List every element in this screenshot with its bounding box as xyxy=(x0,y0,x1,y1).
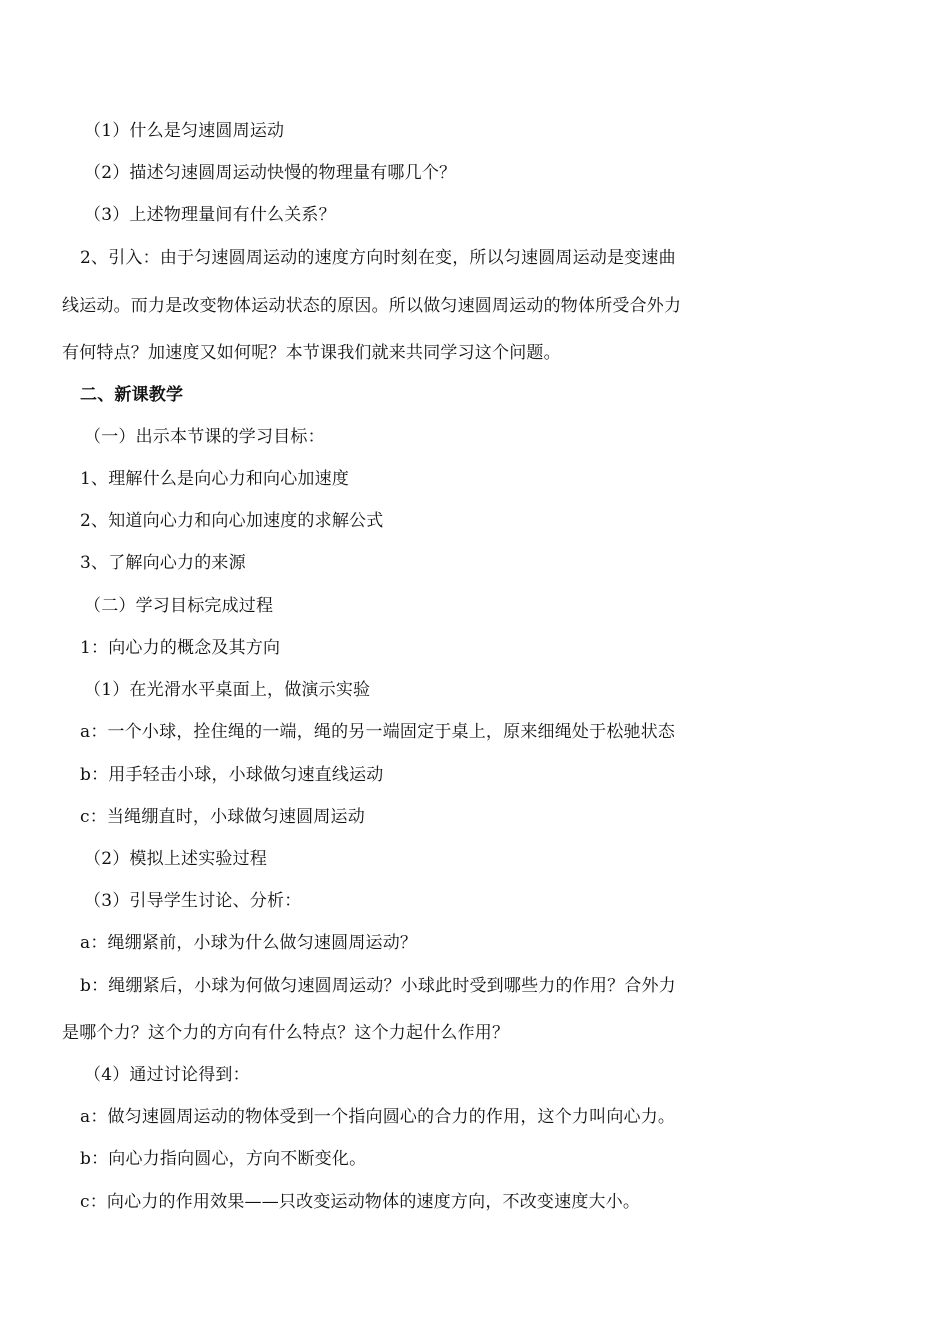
discussion-heading: （3）引导学生讨论、分析： xyxy=(84,891,302,911)
experiment-step-b: b：用手轻击小球，小球做匀速直线运动 xyxy=(80,765,384,785)
discussion-item-a: a：绳绷紧前，小球为什么做匀速圆周运动？ xyxy=(80,933,418,953)
discussion-item-b-line-2: 是哪个力？这个力的方向有什么特点？这个力起什么作用？ xyxy=(62,1023,510,1043)
intro-paragraph-line-2: 线运动。而力是改变物体运动状态的原因。所以做匀速圆周运动的物体所受合外力 xyxy=(62,296,682,316)
section-heading: 二、新课教学 xyxy=(80,385,184,405)
goal-item-3: 3、了解向心力的来源 xyxy=(80,553,246,573)
experiment-heading: （1）在光滑水平桌面上，做演示实验 xyxy=(84,680,371,700)
goal-item-1: 1、理解什么是向心力和向心加速度 xyxy=(80,469,350,489)
discussion-item-b-line-1: b：绳绷紧后，小球为何做匀速圆周运动？小球此时受到哪些力的作用？合外力 xyxy=(80,976,676,996)
goal-item-2: 2、知道向心力和向心加速度的求解公式 xyxy=(80,511,384,531)
process-heading: （二）学习目标完成过程 xyxy=(84,596,274,616)
simulate-step: （2）模拟上述实验过程 xyxy=(84,849,268,869)
conclusion-item-a: a：做匀速圆周运动的物体受到一个指向圆心的合力的作用，这个力叫向心力。 xyxy=(80,1107,676,1127)
conclusion-item-c: c：向心力的作用效果——只改变运动物体的速度方向，不改变速度大小。 xyxy=(80,1192,641,1212)
conclusion-item-b: b：向心力指向圆心，方向不断变化。 xyxy=(80,1149,367,1169)
question-2: （2）描述匀速圆周运动快慢的物理量有哪几个？ xyxy=(84,163,457,183)
goals-heading: （一）出示本节课的学习目标： xyxy=(84,427,325,447)
conclusion-heading: （4）通过讨论得到： xyxy=(84,1065,250,1085)
question-3: （3）上述物理量间有什么关系？ xyxy=(84,205,336,225)
intro-paragraph-line-1: 2、引入：由于匀速圆周运动的速度方向时刻在变，所以匀速圆周运动是变速曲 xyxy=(80,248,676,268)
question-1: （1）什么是匀速圆周运动 xyxy=(84,121,285,141)
concept-heading: 1：向心力的概念及其方向 xyxy=(80,638,281,658)
experiment-step-c: c：当绳绷直时，小球做匀速圆周运动 xyxy=(80,807,365,827)
intro-paragraph-line-3: 有何特点？加速度又如何呢？本节课我们就来共同学习这个问题。 xyxy=(62,343,561,363)
experiment-step-a: a：一个小球，拴住绳的一端，绳的另一端固定于桌上，原来细绳处于松驰状态 xyxy=(80,722,676,742)
